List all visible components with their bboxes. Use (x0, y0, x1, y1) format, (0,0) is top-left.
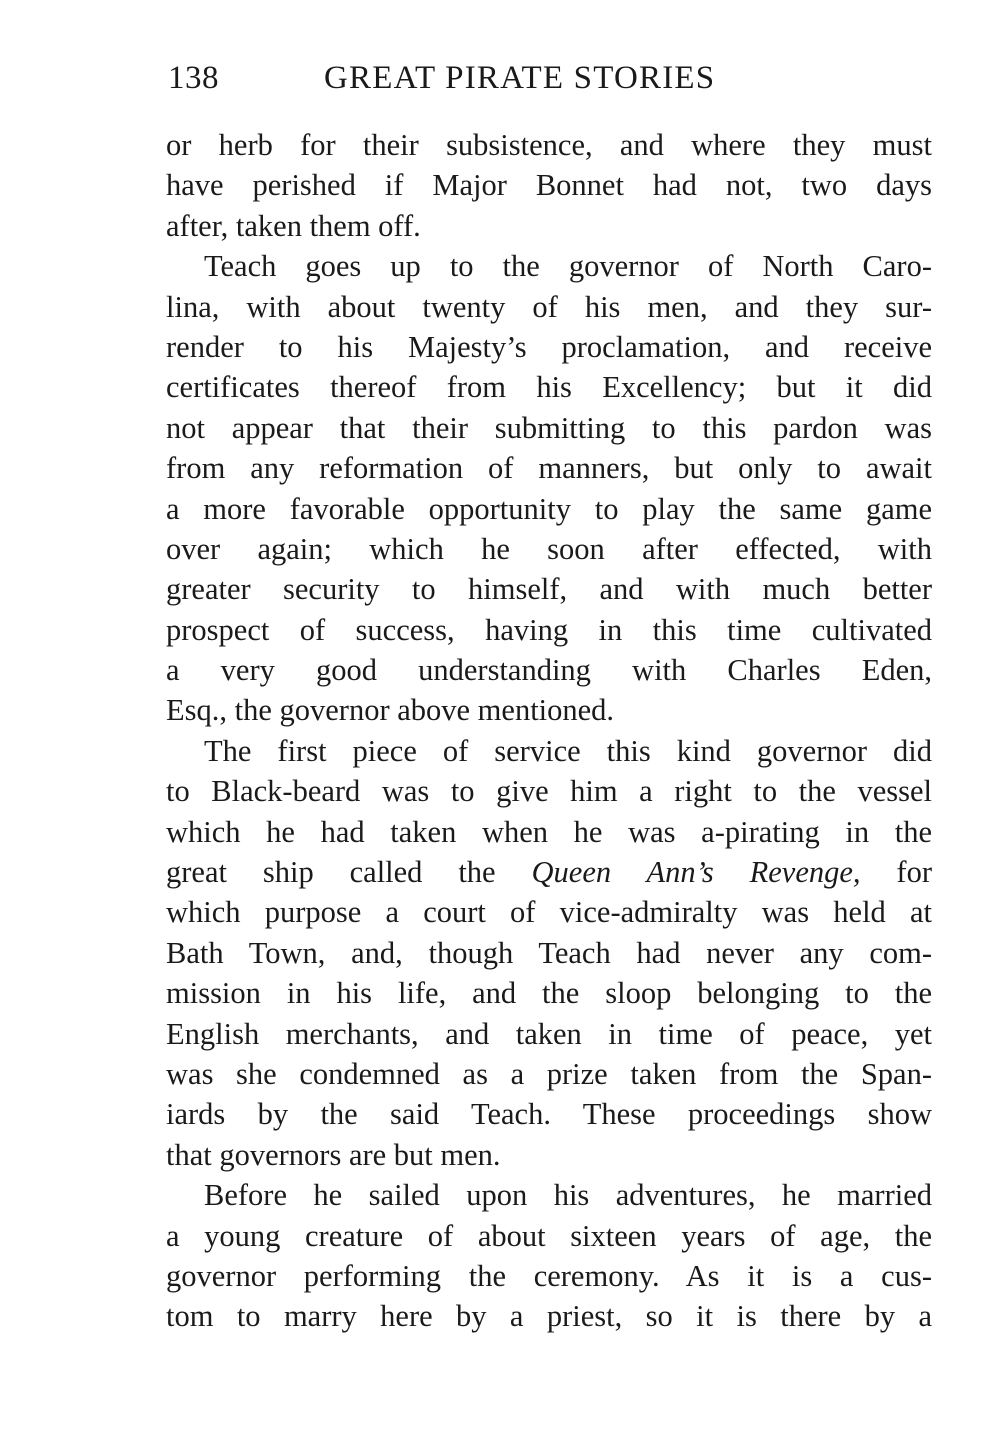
text-line: a young creature of about sixteen years of age, the (166, 1218, 932, 1253)
text-line: prospect of success, having in this time cultivated (166, 612, 932, 647)
text-segment: great ship called the (166, 855, 532, 890)
text-line: iards by the said Teach. These proceedings show (166, 1097, 932, 1132)
text-line: which he had taken when he was a-pirating in the (166, 814, 932, 849)
text-line: lina, with about twenty of his men, and they sur- (166, 289, 932, 324)
text-line: to Black-beard was to give him a right to the vessel (166, 774, 932, 809)
text-line: certificates thereof from his Excellency; but it did (166, 370, 932, 405)
text-line: mission in his life, and the sloop belonging to the (166, 976, 932, 1011)
text-line: which purpose a court of vice-admiralty was held at (166, 895, 932, 930)
text-line: not appear that their submitting to this pardon was (166, 410, 932, 445)
text-line: English merchants, and taken in time of peace, yet (166, 1016, 932, 1051)
text-line: governor performing the ceremony. As it is a cus- (166, 1258, 932, 1293)
text-line: greater security to himself, and with much better (166, 572, 932, 607)
text-line: tom to marry here by a priest, so it is there by a (166, 1299, 932, 1334)
paragraph-first-line: Teach goes up to the governor of North Caro- (204, 249, 932, 284)
text-line-with-ship-name (166, 852, 932, 892)
text-line: was she condemned as a prize taken from the Span- (166, 1056, 932, 1091)
ship-name-italic: Queen Ann’s Revenge, (531, 855, 861, 890)
page-number: 138 (168, 60, 219, 96)
text-segment: for (860, 855, 932, 890)
text-line: over again; which he soon after effected, with (166, 531, 932, 566)
text-line: have perished if Major Bonnet had not, two days (166, 168, 932, 203)
text-line: a more favorable opportunity to play the same game (166, 491, 932, 526)
body-text (166, 125, 932, 1337)
text-line: after, taken them off. (166, 208, 421, 243)
text-line: render to his Majesty’s proclamation, and receive (166, 329, 932, 364)
text-line: Esq., the governor above mentioned. (166, 693, 615, 728)
paragraph-first-line: Before he sailed upon his adventures, he married (204, 1178, 932, 1213)
text-line: or herb for their subsistence, and where they must (166, 128, 932, 162)
running-header (168, 56, 932, 100)
text-line: Bath Town, and, though Teach had never any com- (166, 935, 932, 970)
text-line: from any reformation of manners, but only to await (166, 451, 932, 486)
text-line: a very good understanding with Charles Eden, (166, 653, 932, 688)
paragraph-first-line: The first piece of service this kind governor did (204, 733, 932, 768)
text-line: that governors are but men. (166, 1137, 501, 1172)
book-title: GREAT PIRATE STORIES (324, 60, 716, 96)
